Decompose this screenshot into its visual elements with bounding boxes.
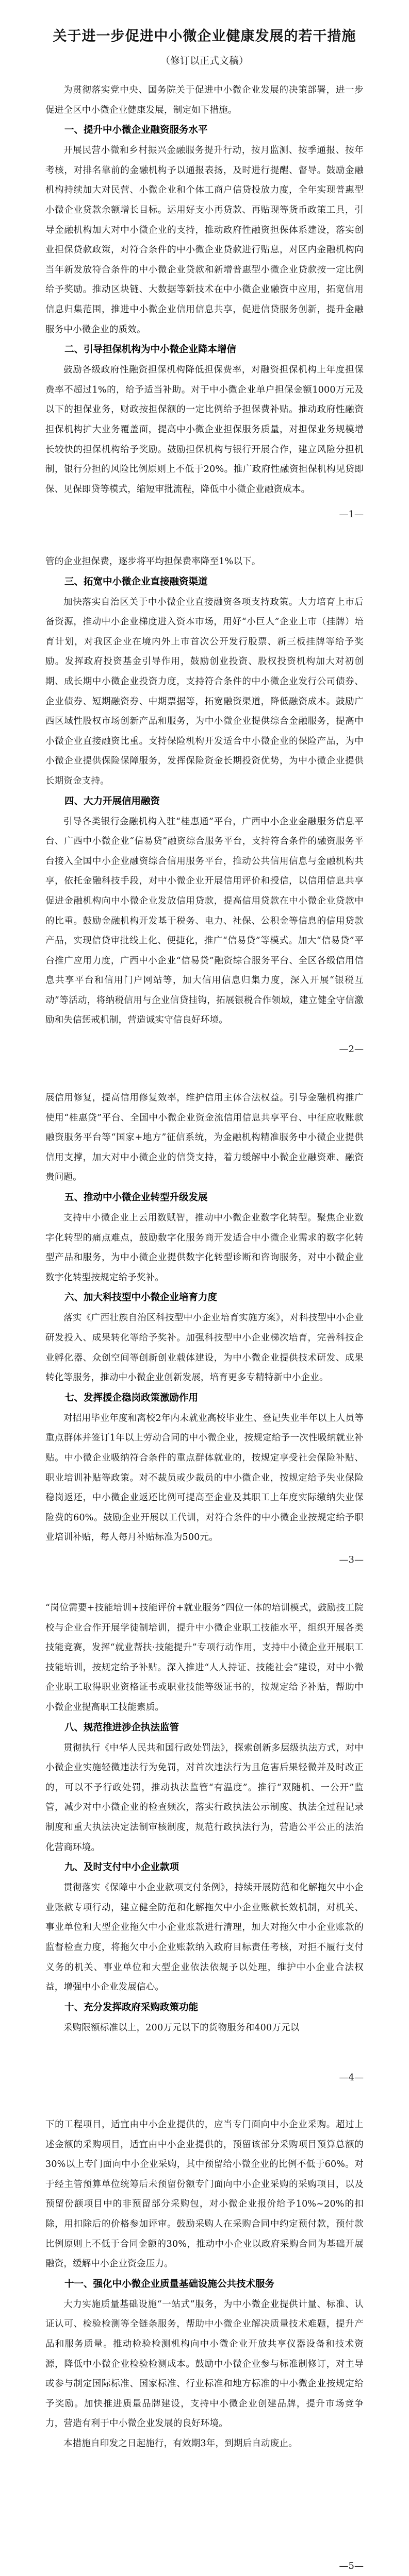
section-6-heading: 六、加大科技型中小微企业培育力度 — [64, 1292, 218, 1303]
section-7-paragraph: 对招用毕业年度和离校2年内未就业高校毕业生、登记失业半年以上人员等重点群体并签订1年以上劳动合同的中小微企业，按规定给予一次性吸纳就业补贴。中小微企业吸纳符合条件的重点群体就业的，按规定享受社会保险补贴、职业培训补贴等政策。对不裁员或少裁员的中小微企业，按规定给予失业保险稳岗返还，中小微企业返还比例可提高至企业及其职工上年度实际缴纳失业保险费的60%。鼓励企业开展以工代训，对符合条件的中小微企业按规定给予职业培训补贴，每人每月补贴标准为500元。 — [45, 1413, 364, 1543]
intro-paragraph: 为贯彻落实党中央、国务院关于促进中小微企业发展的决策部署，进一步促进全区中小微企业健康发展，制定如下措施。 — [45, 85, 364, 115]
section-7-continuation: “岗位需要+技能培训+技能评价+就业服务”四位一体的培训模式，鼓励技工院校与企业合作开展学徒制培训，提升中小微企业职工技能水平，组织开展各类技能竞赛，发挥“就业帮扶·技能提升”专项行动作用，支持中小微企业开展职工技能培训，按规定给予补贴。深入推进“人人持证、技能社会”建设，对中小微企业职工取得职业资格证书或职业技能等级证书的，按规定给予补贴，帮助中小微企业提高职工技能素质。 — [45, 1603, 364, 1713]
page-4 — [0, 1578, 409, 2094]
section-4-continuation: 展信用修复，提高信用修复效率，维护信用主体合法权益。引导金融机构推广使用“桂惠贷”平台、全国中小微企业资金流信用信息共享平台、中征应收账款融资服务平台等“国家+地方”征信系统，为金融机构精准服务中小微企业提供信用支撑，加大对中小微企业的信贷支持，着力缓解中小微企业融资难、融资贵问题。 — [45, 1093, 364, 1183]
section-11-heading: 十一、强化中小微企业质量基础设施公共技术服务 — [64, 2278, 275, 2290]
page-3 — [0, 1067, 409, 1578]
page-number-4: —4— — [339, 2072, 364, 2083]
section-1-heading: 一、提升中小微企业融资服务水平 — [64, 125, 208, 136]
page-5 — [0, 2094, 409, 2576]
document-title: 关于进一步促进中小微企业健康发展的若干措施 — [53, 28, 356, 44]
section-5-heading: 五、推动中小微企业转型升级发展 — [64, 1192, 208, 1203]
section-3-heading: 三、拓宽中小微企业直接融资渠道 — [64, 576, 208, 587]
section-9-paragraph: 贯彻落实《保障中小企业款项支付条例》，持续开展防范和化解拖欠中小企业账款专项行动，建立健全防范和化解拖欠中小企业账款长效机制，对机关、事业单位和大型企业拖欠中小企业账款进行清理，加大对拖欠中小企业账款的监督检查力度，将拖欠中小企业账款纳入政府目标责任考核，对拒不履行支付义务的机关、事业单位和大型企业依法依规予以处理，维护中小企业合法权益，增强中小企业发展信心。 — [45, 1883, 364, 1993]
section-2-heading: 二、引导担保机构为中小微企业降本增信 — [64, 344, 237, 355]
page-number-1: —1— — [339, 509, 364, 520]
section-7-heading: 七、发挥援企稳岗政策激励作用 — [64, 1392, 199, 1403]
section-8-paragraph: 贯彻执行《中华人民共和国行政处罚法》，探索创新多层级执法方式，对中小微企业实施轻微违法行为免罚，对首次违法行为且危害后果轻微并及时改正的，可以不予行政处罚，推动执法监管“有温度”。推行“双随机、一公开”监管，减少对中小微企业的检查频次，落实行政执法公示制度、执法全过程记录制度和重大执法决定法制审核制度，规范行政执法行为，营造公平公正的法治化营商环境。 — [45, 1742, 364, 1853]
section-5-paragraph: 支持中小微企业上云用数赋智，推动中小微企业数字化转型。聚焦企业数字化转型的痛点难点，鼓励数字化服务商开发适合中小微企业需求的数字化转型产品和服务，为中小微企业提供数字化转型诊断和咨询服务，对中小微企业数字化转型按规定给予奖补。 — [45, 1212, 364, 1283]
section-8-heading: 八、规范推进涉企执法监管 — [64, 1722, 179, 1733]
section-10-paragraph: 采购限额标准以上，200万元以下的货物服务和400万元以 — [63, 2022, 300, 2033]
document-subtitle: （修订以正式文稿） — [160, 55, 249, 66]
section-4-heading: 四、大力开展信用融资 — [64, 795, 160, 807]
section-11-paragraph: 大力实施质量基础设施“一站式”服务，为中小微企业提供计量、标准、认证认可、检验检测等全链条服务，帮助中小微企业解决质量技术难题，提升产品和服务质量。推动检验检测机构向中小微企业开放共享仪器设备和技术资源，降低中小微企业检验检测成本。鼓励中小微企业参与标准制修订，对主导或参与制定国际标准、国家标准、行业标准和地方标准的中小微企业按规定给予奖励。加快推进质量品牌建设，支持中小微企业创建品牌，提升市场竞争力，营造有利于中小微企业发展的良好环境。 — [45, 2299, 364, 2429]
section-1-paragraph: 开展民营小微和乡村振兴金融服务提升行动，按月监测、按季通报、按年考核，对排名靠前的金融机构予以通报表扬，及时进行提醒、督导。鼓励金融机构持续加大对民营、小微企业和个体工商户信贷投放力度，全年实现普惠型小微企业贷款余额增长目标。运用好支小再贷款、再贴现等货币政策工具，引导金融机构加大对中小微企业的支持，推动政府性融资担保体系建设，落实创业担保贷款政策，对符合条件的中小微企业贷款进行贴息，对区内金融机构向当年新发放符合条件的中小微企业贷款和新增普惠型小微企业贷款按一定比例给予奖励。推动区块链、大数据等新技术在中小微企业融资中应用，拓宽信用信息归集范围，推进中小微企业信用信息共享，促进信贷服务创新，提升金融服务中小微企业的质效。 — [45, 145, 364, 335]
section-3-paragraph: 加快落实自治区关于中小微企业直接融资各项支持政策。大力培育上市后备资源，推动中小企业梯度进入资本市场，用好“小巨人”企业上市（挂牌）培育计划，对我区企业在境内外上市首次公开发行股票、新三板挂牌等给予奖励。发挥政府投资基金引导作用，鼓励创业投资、股权投资机构加大对初创期、成长期中小微企业投资力度，支持符合条件的中小微企业发行公司债券、企业债券、短期融资券、中期票据等，拓宽融资渠道，降低融资成本。鼓励广西区域性股权市场创新产品和服务，为中小微企业提供综合金融服务，提高中小微企业直接融资比重。支持保险机构开发适合中小微企业的保险产品，为中小微企业提供保险保障服务，发挥保险资金长期投资优势，为中小微企业提供长期资金支持。 — [45, 597, 364, 786]
section-6-paragraph: 落实《广西壮族自治区科技型中小企业培育实施方案》，对科技型中小企业研发投入、成果转化等给予奖补。加强科技型中小企业梯次培育，完善科技企业孵化器、众创空间等创新创业载体建设，为中小微企业提供技术研发、成果转化等服务，推动中小微企业创新发展，培育更多专精特新中小企业。 — [45, 1313, 364, 1383]
page-1 — [0, 0, 409, 531]
section-4-paragraph: 引导各类银行金融机构入驻“桂惠通”平台，广西中小企业金融服务信息平台、广西中小微企业“信易贷”融资综合服务平台，支持符合条件的融资服务平台接入全国中小企业融资综合信用服务平台，推动公共信用信息与金融机构共享，依托金融科技手段，对中小微企业开展信用评价和授信，以信用信息共享促进金融机构向中小微企业发放信用贷款，提高信用贷款在中小微企业贷款中的比重。鼓励金融机构开发基于税务、电力、社保、公积金等信息的信用贷款产品，实现信贷审批线上化、便捷化，推广“信易贷”等模式。加大“信易贷”平台推广应用力度，广西中小企业“信易贷”融资综合服务平台、全区各级信用信息共享平台和信用门户网站等，加大信用信息归集力度，深入开展“银税互动”等活动，将纳税信用与企业信贷挂钩，拓展银税合作领域，建立健全守信激励和失信惩戒机制，营造诚实守信良好环境。 — [45, 816, 364, 1026]
section-2-paragraph: 鼓励各级政府性融资担保机构降低担保费率，对融资担保机构上年度担保费率不超过1%的，给予适当补助。对于中小微企业单户担保金额1000万元及以下的担保业务，财政按担保额的一定比例给予担保费补贴。推动政府性融资担保机构扩大业务覆盖面，提高中小微企业担保服务质量，对担保业务规模增长较快的担保机构给予奖励。鼓励担保机构与银行开展合作，建立风险分担机制，银行分担的风险比例原则上不低于20%。推广政府性融资担保机构见贷即保、见保即贷等模式，缩短审批流程，降低中小微企业融资成本。 — [45, 365, 364, 495]
closing-paragraph: 本措施自印发之日起施行，有效期3年，到期后自动废止。 — [63, 2438, 298, 2449]
page-number-2: —2— — [339, 1044, 364, 1055]
section-10-continuation: 下的工程项目，适宜由中小企业提供的，应当专门面向中小企业采购。超过上述金额的采购项目，适宜由中小企业提供的，预留该部分采购项目预算总额的30%以上专门面向中小企业采购，其中预留给小微企业的比例不低于60%。对于经主管预算单位统筹后未预留份额专门面向中小企业采购的采购项目，以及预留份额项目中的非预留部分采购包，对小微企业报价给予10%~20%的扣除，用扣除后的价格参加评审。鼓励采购人在采购合同中约定预付款，预付款比例原则上不低于合同金额的30%，推动中小企业以政府采购合同为基础开展融资，缓解中小企业资金压力。 — [45, 2120, 364, 2269]
page-2 — [0, 531, 409, 1067]
section-2-continuation: 管的企业担保费，逐步将平均担保费率降至1%以下。 — [45, 556, 261, 567]
section-10-heading: 十、充分发挥政府采购政策功能 — [64, 2002, 199, 2013]
page-number-5: —5— — [339, 2561, 364, 2571]
section-9-heading: 九、及时支付中小企业款项 — [64, 1862, 179, 1873]
page-number-3: —3— — [339, 1554, 364, 1565]
